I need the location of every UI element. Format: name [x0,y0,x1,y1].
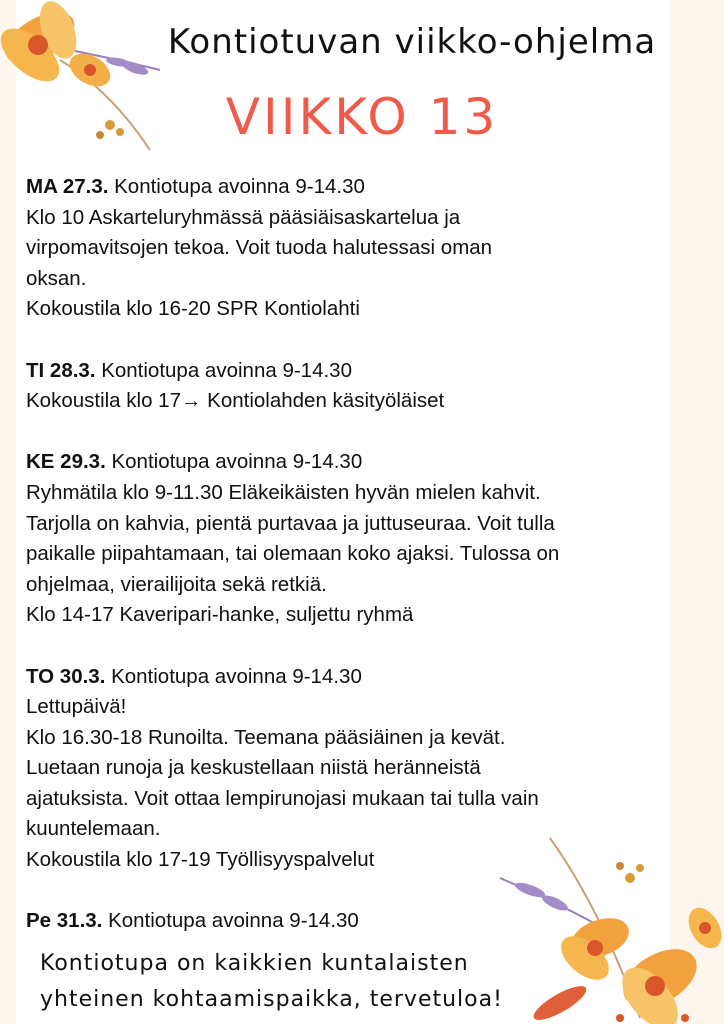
day-line: paikalle piipahtamaan, tai olemaan koko ajaksi. Tulossa on [26,542,560,566]
footer-line: Kontiotupa on kaikkien kuntalaisten [40,951,469,976]
day-line: Tarjolla on kahvia, pientä purtavaa ja juttuseuraa. Voit tulla [26,511,555,535]
day-line: Kontiotupa avoinna 9-14.30 [108,175,365,198]
day-line: Klo 10 Askarteluryhmässä pääsiäisaskartelua ja [26,205,461,229]
day-line: Klo 16.30-18 Runoilta. Teemana pääsiäinen ja kevät. [26,725,506,749]
day-friday [26,906,696,937]
day-line: ohjelmaa, vierailijoita sekä retkiä. [26,572,327,596]
day-monday [26,172,696,325]
day-line: ajatuksista. Voit ottaa lempirunojasi mukaan tai tulla vain [26,786,539,810]
day-line: Lettupäivä! [26,695,127,719]
day-label: KE 29.3. [26,450,106,474]
schedule [26,172,696,967]
day-line: Kontiotupa avoinna 9-14.30 [95,358,352,382]
day-line: Kontiotupa avoinna 9-14.30 [105,450,363,474]
day-line: Klo 14-17 Kaveripari-hanke, suljettu ryhmä [26,603,414,627]
day-line: Kontiotupa avoinna 9-14.30 [105,664,362,688]
day-label: Pe 31.3. [26,909,103,933]
day-line: Kontiotupa avoinna 9-14.30 [102,909,359,933]
day-thursday [26,662,696,876]
day-line: virpomavitsojen tekoa. Voit tuoda halutessasi oman [26,236,493,260]
day-line: Kokoustila klo 17-19 Työllisyyspalvelut [26,848,375,872]
day-label: TI 28.3. [26,358,96,382]
day-line: Luetaan runoja ja keskustellaan niistä heränneistä [26,756,481,780]
day-label: MA 27.3. [26,175,109,198]
day-line: oksan. [26,266,87,290]
day-tuesday [26,356,696,417]
day-line: kuuntelemaan. [26,817,161,841]
week-number: VIIKKO 13 [225,88,499,146]
day-wednesday [26,447,696,631]
footer-line: yhteinen kohtaamispaikka, tervetuloa! [40,987,503,1012]
day-line: Ryhmätila klo 9-11.30 Eläkeikäisten hyvän mielen kahvit. [26,480,541,504]
day-label: TO 30.3. [26,664,106,688]
day-line: Kokoustila klo 16-20 SPR Kontiolahti [26,297,360,321]
page-title: Kontiotuvan viikko-ohjelma [167,22,657,62]
day-line: Kokoustila klo 17→ Kontiolahden käsityöläiset [26,389,445,413]
footer-message [40,946,560,1018]
